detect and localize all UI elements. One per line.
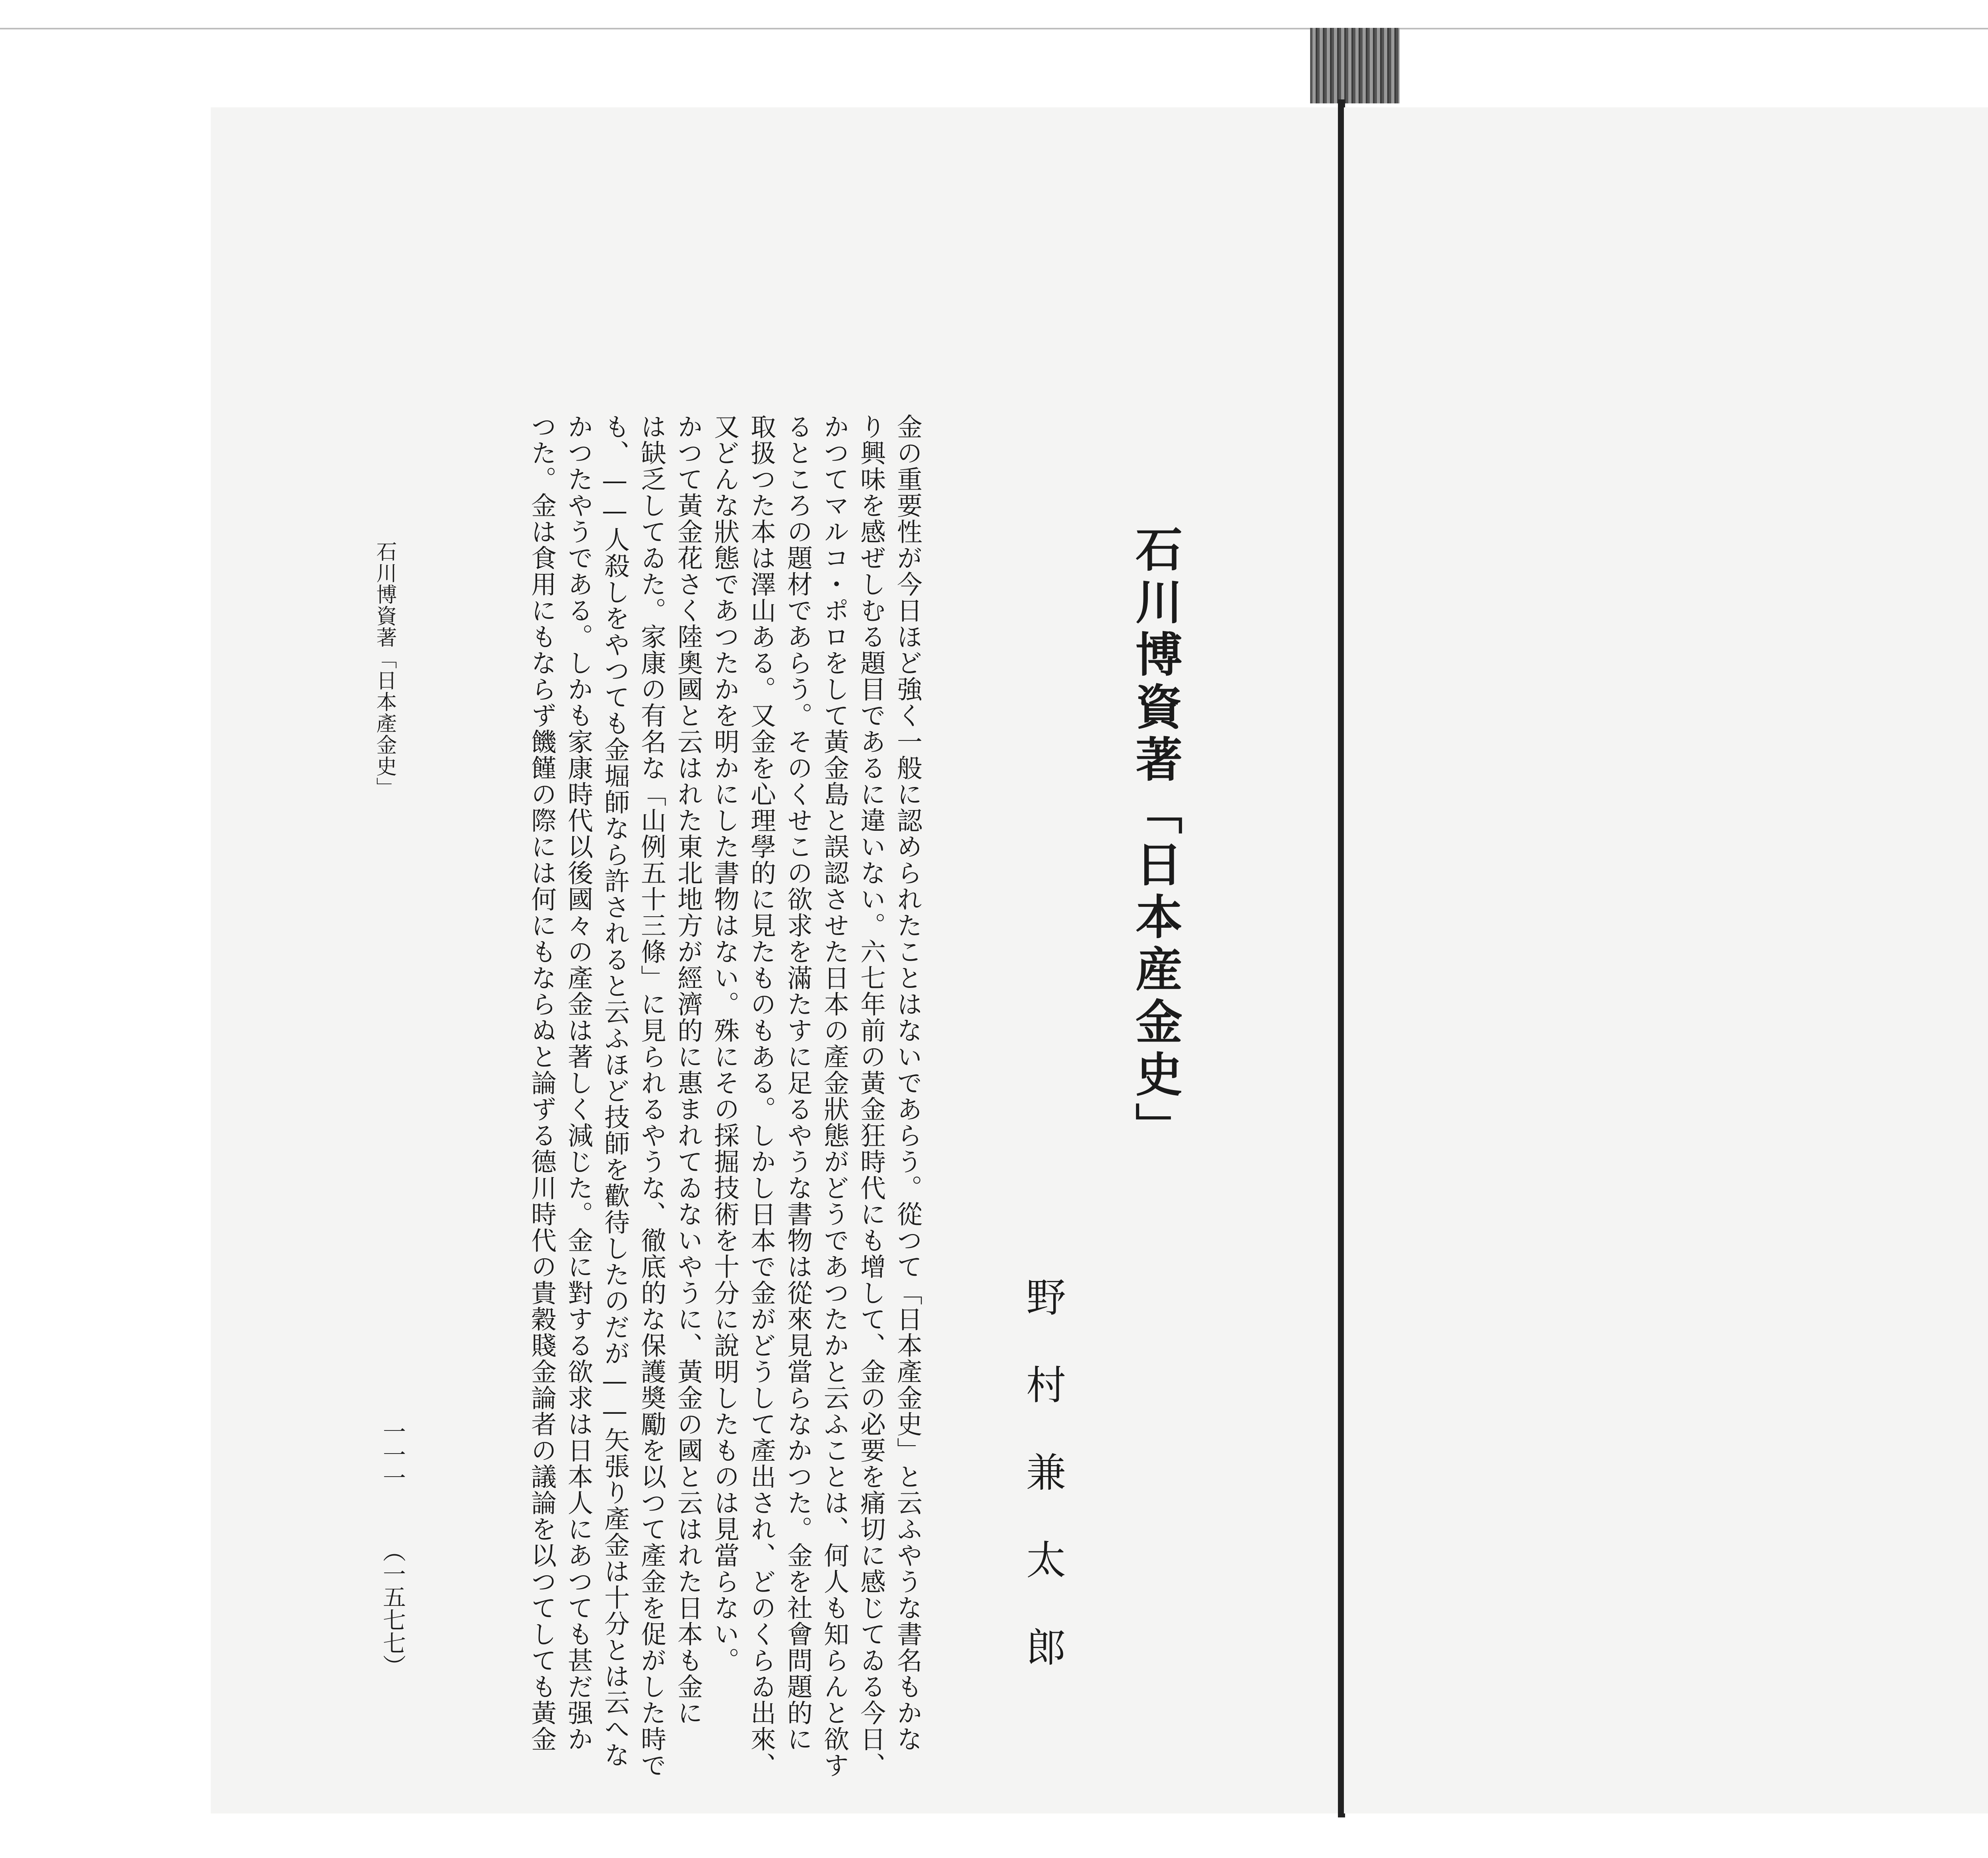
- body-line: かつてマルコ・ポロをして黃金島と誤認させた日本の產金狀態がどうであつたかと云ふことは、何人も知らんと欲す: [819, 414, 849, 1778]
- body-line: り興味を感ぜしむる題目であるに違いない。六七年前の黃金狂時代にも增して、金の必要を痛切に感じてゐる今日、: [856, 414, 885, 1778]
- body-line: かつたやうである。しかも家康時代以後國々の產金は著しく減じた。金に對する欲求は日本人にあつても甚だ强か: [563, 414, 593, 1752]
- body-line: 金の重要性が今日ほど強く一般に認められたことはないであらう。從つて「日本產金史」と云ふやうな書名もかな: [893, 414, 922, 1752]
- running-head: 石川博資著「日本產金史」: [373, 541, 396, 799]
- book-binding: [1310, 28, 1400, 103]
- right-page: [1344, 107, 1988, 1813]
- body-line: は缺乏してゐた。家康の有名な「山例五十三條」に見られるやうな、徹底的な保護奬勵を以つて產金を促がした時で: [637, 414, 666, 1778]
- body-line: 取扱つた本は澤山ある。又金を心理學的に見たものもある。しかし日本で金がどうして產出され、どのくらゐ出來、: [746, 414, 776, 1778]
- body-line: も、——人殺しをやつても金堀師なら許されると云ふほど技師を歡待したのだが——矢張り產金は十分とは云へな: [600, 414, 629, 1768]
- body-line: るところの題材であらう。そのくせこの欲求を滿たすに足るやうな書物は從來見當らなかつた。金を社會問題的に: [783, 414, 812, 1752]
- scan-top-line: [0, 28, 1988, 29]
- article-author: 野村兼太郎: [1019, 1277, 1066, 1714]
- page-number: （一五七七）: [379, 1539, 406, 1677]
- left-page: [211, 107, 1340, 1813]
- folio: 一一一: [379, 1420, 406, 1489]
- body-line: かつて黃金花さく陸奧國と云はれた東北地方が經濟的に惠まれてゐないやうに、黃金の國と云はれた日本も金に: [673, 414, 703, 1726]
- body-line: 又どんな狀態であつたかを明かにした書物はない。殊にその採掘技術を十分に說明したものは見當らない。: [710, 414, 739, 1673]
- body-line: つた。金は食用にもならず饑饉の際には何にもならぬと論ずる德川時代の貴穀賤金論者の議論を以つてしても黃金: [527, 414, 556, 1752]
- article-title: 石川博資著「日本産金史」: [1128, 525, 1183, 1155]
